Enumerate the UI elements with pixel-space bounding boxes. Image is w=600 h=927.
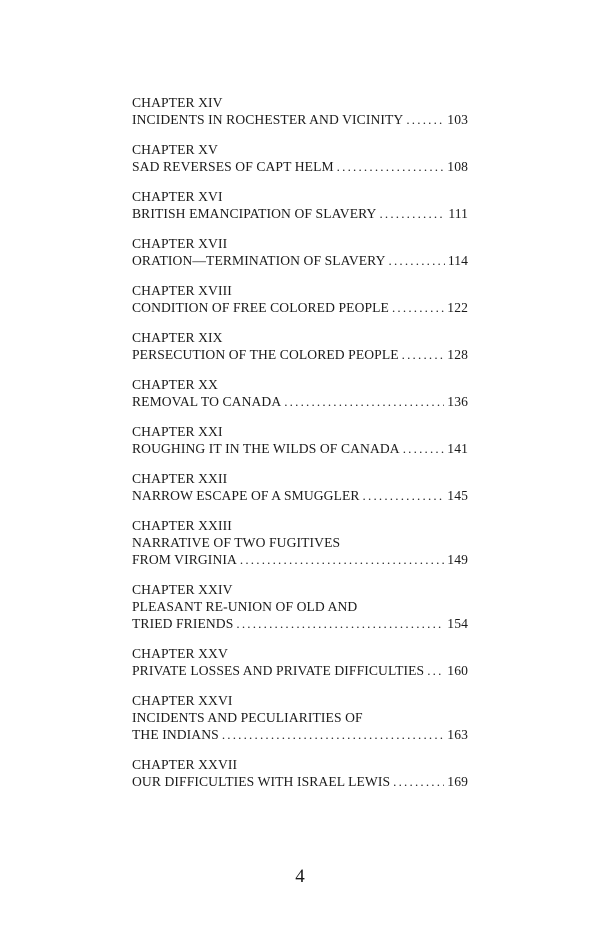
toc-entry [132, 517, 468, 568]
chapter-heading: CHAPTER XVIII [132, 283, 232, 298]
toc-entry [132, 141, 468, 175]
dot-leader [363, 487, 445, 504]
page-reference: 163 [447, 727, 468, 742]
chapter-title: THE INDIANS [132, 727, 219, 742]
dot-leader [379, 205, 445, 222]
chapter-title-row [132, 487, 468, 504]
page-reference: 122 [447, 300, 468, 315]
chapter-title-row [132, 252, 468, 269]
chapter-title: FROM VIRGINIA [132, 552, 237, 567]
chapter-title-row [132, 726, 468, 743]
page-reference: 141 [447, 441, 468, 456]
page-reference: 169 [447, 774, 468, 789]
chapter-title-row [132, 111, 468, 128]
chapter-title: SAD REVERSES OF CAPT HELM [132, 159, 334, 174]
toc-entry [132, 282, 468, 316]
chapter-title-row [132, 662, 468, 679]
toc-entry [132, 692, 468, 743]
chapter-title: BRITISH EMANCIPATION OF SLAVERY [132, 206, 377, 221]
chapter-heading: CHAPTER XIX [132, 330, 223, 345]
chapter-title: CONDITION OF FREE COLORED PEOPLE [132, 300, 389, 315]
dot-leader [284, 393, 444, 410]
page-reference: 154 [447, 616, 468, 631]
page-reference: 149 [447, 552, 468, 567]
chapter-title-row [132, 773, 468, 790]
dot-leader [222, 726, 444, 743]
chapter-title: REMOVAL TO CANADA [132, 394, 282, 409]
toc-entry [132, 581, 468, 632]
chapter-title-line: INCIDENTS AND PECULIARITIES OF [132, 710, 363, 725]
chapter-title-row [132, 551, 468, 568]
dot-leader [240, 551, 444, 568]
chapter-heading: CHAPTER XV [132, 142, 218, 157]
chapter-title: OUR DIFFICULTIES WITH ISRAEL LEWIS [132, 774, 391, 789]
dot-leader [236, 615, 444, 632]
chapter-title: TRIED FRIENDS [132, 616, 234, 631]
chapter-heading: CHAPTER XVI [132, 189, 223, 204]
page-reference: 145 [447, 488, 468, 503]
chapter-heading: CHAPTER XXI [132, 424, 223, 439]
toc-entry [132, 470, 468, 504]
chapter-heading: CHAPTER XIV [132, 95, 223, 110]
toc-entry [132, 94, 468, 128]
page-number: 4 [295, 866, 305, 887]
chapter-title-row [132, 158, 468, 175]
chapter-title-row [132, 393, 468, 410]
chapter-title: PRIVATE LOSSES AND PRIVATE DIFFICULTIES [132, 663, 425, 678]
dot-leader [392, 299, 444, 316]
toc-entry [132, 235, 468, 269]
toc-entry [132, 188, 468, 222]
page-reference: 103 [447, 112, 468, 127]
chapter-title: INCIDENTS IN ROCHESTER AND VICINITY [132, 112, 404, 127]
chapter-title: PERSECUTION OF THE COLORED PEOPLE [132, 347, 399, 362]
chapter-title-row [132, 615, 468, 632]
dot-leader [393, 773, 444, 790]
dot-leader [337, 158, 445, 175]
chapter-heading: CHAPTER XXIV [132, 582, 233, 597]
dot-leader [389, 252, 445, 269]
page-reference: 108 [447, 159, 468, 174]
page-reference: 111 [448, 206, 468, 221]
chapter-heading: CHAPTER XXIII [132, 518, 232, 533]
chapter-title: ROUGHING IT IN THE WILDS OF CANADA [132, 441, 400, 456]
chapter-title-line: NARRATIVE OF TWO FUGITIVES [132, 535, 341, 550]
chapter-title-row [132, 205, 468, 222]
chapter-heading: CHAPTER XX [132, 377, 218, 392]
table-of-contents [132, 94, 468, 803]
toc-entry [132, 376, 468, 410]
chapter-title: NARROW ESCAPE OF A SMUGGLER [132, 488, 360, 503]
chapter-title-row [132, 440, 468, 457]
chapter-title-row [132, 346, 468, 363]
page-reference: 114 [447, 253, 468, 268]
chapter-title-row [132, 299, 468, 316]
toc-entry [132, 329, 468, 363]
chapter-title: ORATION—TERMINATION OF SLAVERY [132, 253, 386, 268]
dot-leader [402, 346, 445, 363]
toc-entry [132, 423, 468, 457]
chapter-heading: CHAPTER XXV [132, 646, 228, 661]
chapter-heading: CHAPTER XXVI [132, 693, 233, 708]
toc-entry [132, 645, 468, 679]
page-reference: 136 [447, 394, 468, 409]
chapter-heading: CHAPTER XXII [132, 471, 228, 486]
dot-leader [406, 111, 444, 128]
dot-leader [403, 440, 445, 457]
toc-entry [132, 756, 468, 790]
chapter-heading: CHAPTER XVII [132, 236, 228, 251]
chapter-title-line: PLEASANT RE-UNION OF OLD AND [132, 599, 358, 614]
page-reference: 160 [447, 663, 468, 678]
chapter-heading: CHAPTER XXVII [132, 757, 238, 772]
dot-leader [427, 662, 444, 679]
page-reference: 128 [447, 347, 468, 362]
